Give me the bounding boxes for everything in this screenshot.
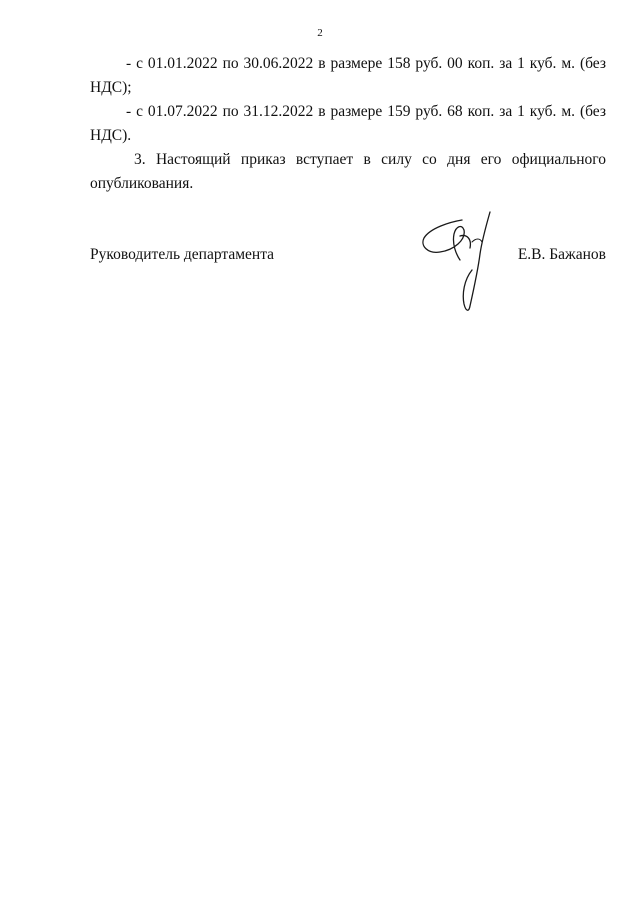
signatory-name: Е.В. Бажанов xyxy=(517,246,606,263)
effective-clause: 3. Настоящий приказ вступает в силу со дня его официального опубликования. xyxy=(90,151,606,192)
signature-block xyxy=(90,243,606,267)
signatory-title: Руководитель департамента xyxy=(90,246,275,263)
page-number: 2 xyxy=(317,27,323,39)
document-body xyxy=(90,52,606,196)
tariff-period-1: - с 01.01.2022 по 30.06.2022 в размере 158 руб. 00 коп. за 1 куб. м. (без НДС); xyxy=(90,55,606,96)
tariff-period-2: - с 01.07.2022 по 31.12.2022 в размере 159 руб. 68 коп. за 1 куб. м. (без НДС). xyxy=(90,103,606,144)
handwritten-signature-icon xyxy=(420,208,500,316)
